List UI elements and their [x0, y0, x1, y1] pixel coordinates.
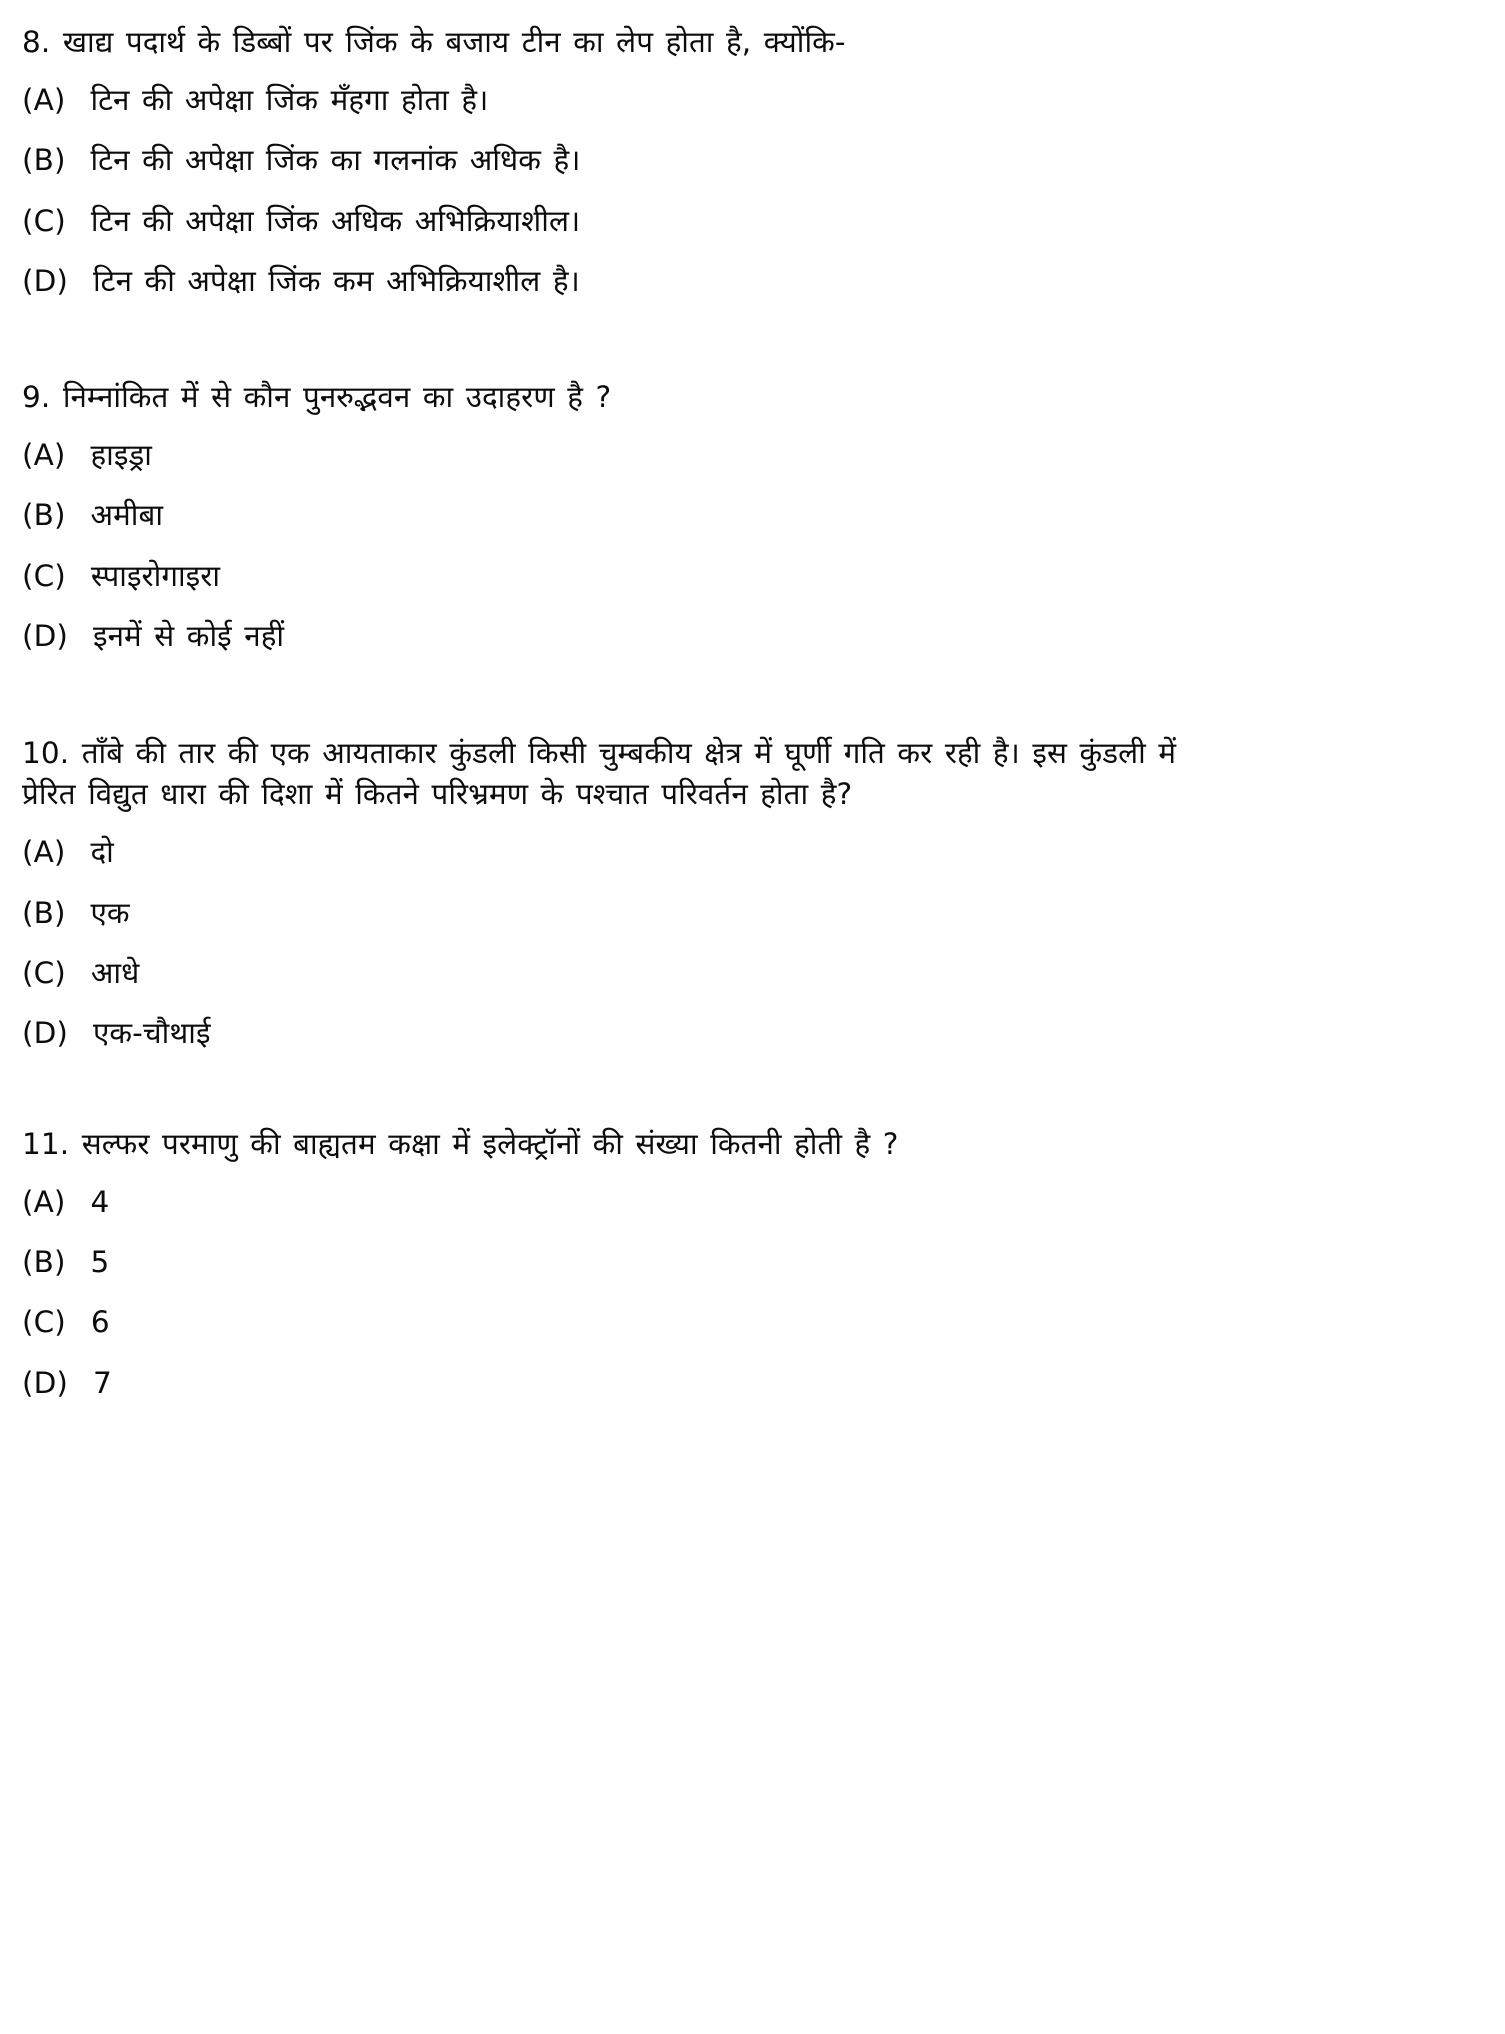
- option-c[interactable]: (C) आधे: [22, 955, 140, 990]
- option-c[interactable]: (C) टिन की अपेक्षा जिंक अधिक अभिक्रियाशील।: [22, 203, 581, 238]
- option-a[interactable]: (A) 4: [22, 1184, 110, 1219]
- option-d[interactable]: (D) 7: [22, 1365, 112, 1400]
- option-d[interactable]: (D) टिन की अपेक्षा जिंक कम अभिक्रियाशील है।: [22, 263, 580, 298]
- option-b[interactable]: (B) एक: [22, 895, 130, 930]
- option-a[interactable]: (A) हाइड्रा: [22, 438, 152, 473]
- option-d[interactable]: (D) एक-चौथाई: [22, 1016, 211, 1051]
- option-c[interactable]: (C) 6: [22, 1305, 110, 1340]
- question-block-11: [22, 1124, 1415, 1413]
- option-a[interactable]: (A) दो: [22, 835, 114, 870]
- question-block-10: [22, 733, 1415, 1064]
- option-d[interactable]: (D) इनमें से कोई नहीं: [22, 619, 285, 654]
- block-spacer: [22, 667, 1415, 733]
- option-b[interactable]: (B) 5: [22, 1244, 110, 1279]
- question-block-8: [22, 22, 1415, 311]
- question-8-text: 8. खाद्य पदार्थ के डिब्बों पर जिंक के बजाय टीन का लेप होता है, क्योंकि-: [22, 25, 846, 59]
- option-b[interactable]: (B) अमीबा: [22, 498, 164, 533]
- option-c[interactable]: (C) स्पाइरोगाइरा: [22, 558, 221, 593]
- question-block-9: [22, 377, 1415, 666]
- block-spacer: [22, 311, 1415, 377]
- question-11-options: [22, 1172, 1415, 1413]
- question-8-options: [22, 70, 1415, 311]
- question-9-options: [22, 425, 1415, 666]
- question-10-options: [22, 822, 1415, 1063]
- block-spacer: [22, 1064, 1415, 1124]
- question-11-text: 11. सल्फर परमाणु की बाह्यतम कक्षा में इलेक्ट्रॉनों की संख्या कितनी होती है ?: [22, 1126, 899, 1161]
- question-9-text: 9. निम्नांकित में से कौन पुनरुद्भवन का उदाहरण है ?: [22, 380, 612, 415]
- option-a[interactable]: (A) टिन की अपेक्षा जिंक मँहगा होता है।: [22, 82, 489, 117]
- question-10-text: 10. ताँबे की तार की एक आयताकार कुंडली किसी चुम्बकीय क्षेत्र में घूर्णी गति कर रही है। इस कुंडली में प्रेरित विद्युत धारा की दिशा में कितने परिभ्रमण के पश्चात परिवर्तन होता है?: [22, 735, 1177, 812]
- option-b[interactable]: (B) टिन की अपेक्षा जिंक का गलनांक अधिक है।: [22, 143, 581, 178]
